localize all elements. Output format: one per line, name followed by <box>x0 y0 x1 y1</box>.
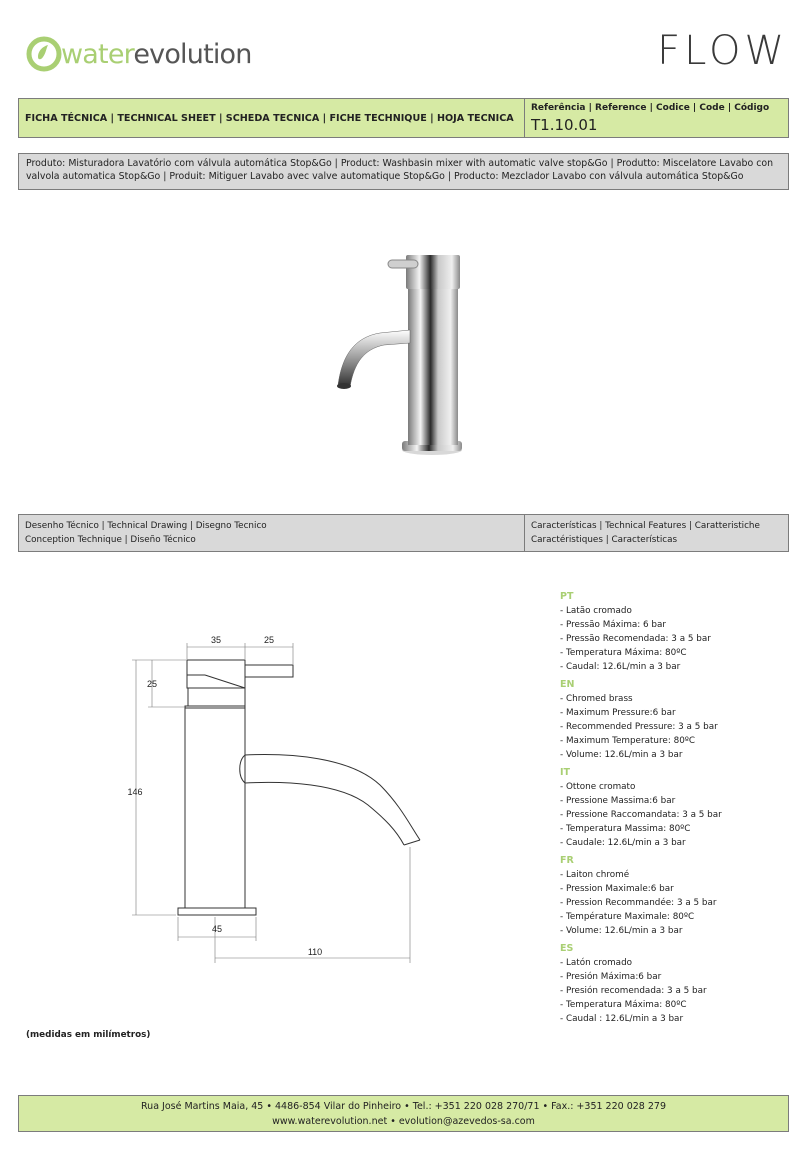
features-section-title: Características | Technical Features | Caratteristiche Caractéristiques | Características <box>531 521 760 545</box>
feature-item: - Caudal: 12.6L/min a 3 bar <box>560 662 681 672</box>
feature-group-es <box>560 942 790 1026</box>
feature-language-code: PT <box>560 591 574 602</box>
feature-item: - Ottone cromato <box>560 782 636 792</box>
feature-item: - Presión recomendada: 3 a 5 bar <box>560 986 707 996</box>
reference-block <box>525 99 788 137</box>
feature-item: - Pressão Recomendada: 3 a 5 bar <box>560 634 711 644</box>
drawing-section-title: Desenho Técnico | Technical Drawing | Disegno Tecnico Conception Technique | Diseño Técnico <box>19 515 525 551</box>
feature-item: - Volume: 12.6L/min a 3 bar <box>560 926 683 936</box>
feature-item: - Pressione Massima:6 bar <box>560 796 676 806</box>
feature-group-fr <box>560 854 790 938</box>
feature-item: - Temperatura Máxima: 80ºC <box>560 648 687 658</box>
sheet-header <box>18 98 789 138</box>
feature-item: - Temperatura Massima: 80ºC <box>560 824 691 834</box>
feature-item: - Volume: 12.6L/min a 3 bar <box>560 750 683 760</box>
feature-group-it <box>560 766 790 850</box>
measures-note: (medidas em milímetros) <box>26 1030 151 1040</box>
reference-label: Referência | Reference | Codice | Code | Código <box>531 103 770 113</box>
feature-item: - Pression Recommandée: 3 a 5 bar <box>560 898 717 908</box>
feature-item: - Presión Máxima:6 bar <box>560 972 662 982</box>
dim-base: 45 <box>211 924 223 934</box>
collection-name: FLOW <box>657 28 788 74</box>
dim-top-right: 25 <box>263 635 275 645</box>
technical-drawing <box>110 625 430 965</box>
feature-item: - Temperatura Máxima: 80ºC <box>560 1000 687 1010</box>
feature-group-pt <box>560 590 790 674</box>
sheet-titles: FICHA TÉCNICA | TECHNICAL SHEET | SCHEDA TECNICA | FICHE TECHNIQUE | HOJA TECNICA <box>19 99 525 137</box>
dim-lever: 25 <box>146 679 158 689</box>
feature-item: - Maximum Pressure:6 bar <box>560 708 676 718</box>
feature-item: - Pressione Raccomandata: 3 a 5 bar <box>560 810 722 820</box>
feature-item: - Latão cromado <box>560 606 632 616</box>
feature-language-code: ES <box>560 943 574 954</box>
feature-language-code: FR <box>560 855 574 866</box>
faucet-photo <box>320 245 470 465</box>
feature-item: - Latón cromado <box>560 958 633 968</box>
feature-item: - Caudal : 12.6L/min a 3 bar <box>560 1014 684 1024</box>
features-list <box>560 590 790 1030</box>
feature-item: - Pressão Máxima: 6 bar <box>560 620 667 630</box>
dim-top-left: 35 <box>210 635 222 645</box>
footer-contact <box>18 1095 789 1132</box>
feature-item: - Recommended Pressure: 3 a 5 bar <box>560 722 718 732</box>
feature-item: - Chromed brass <box>560 694 633 704</box>
feature-item: - Température Maximale: 80ºC <box>560 912 695 922</box>
feature-item: - Caudale: 12.6L/min a 3 bar <box>560 838 686 848</box>
feature-group-en <box>560 678 790 762</box>
product-description: Produto: Misturadora Lavatório com válvula automática Stop&Go | Product: Washbasin mixer with automatic valve stop&Go | Produtto: Miscelatore Lavabo con valvola automatica Stop&Go | Produit: Mitiguer Lavabo avec valve automatique Stop&Go | Producto: Mezclador Lavabo con válvula automática Stop&Go <box>18 153 789 190</box>
feature-language-code: EN <box>560 679 575 690</box>
water-drop-logo-icon <box>24 34 64 74</box>
footer-web-email: www.waterevolution.net • evolution@azevedos-sa.com <box>272 1116 535 1127</box>
brand-logo <box>24 34 252 74</box>
reference-code: T1.10.01 <box>531 116 598 134</box>
logo-wordmark: waterevolution <box>61 38 252 70</box>
feature-item: - Pression Maximale:6 bar <box>560 884 674 894</box>
section-header <box>18 514 789 552</box>
feature-item: - Laiton chromé <box>560 870 630 880</box>
feature-language-code: IT <box>560 767 571 778</box>
footer-address: Rua José Martins Maia, 45 • 4486-854 Vilar do Pinheiro • Tel.: +351 220 028 270/71 • Fax.: +351 220 028 279 <box>141 1101 666 1112</box>
dim-reach: 110 <box>307 947 323 957</box>
feature-item: - Maximum Temperature: 80ºC <box>560 736 696 746</box>
dim-height: 146 <box>127 787 143 797</box>
